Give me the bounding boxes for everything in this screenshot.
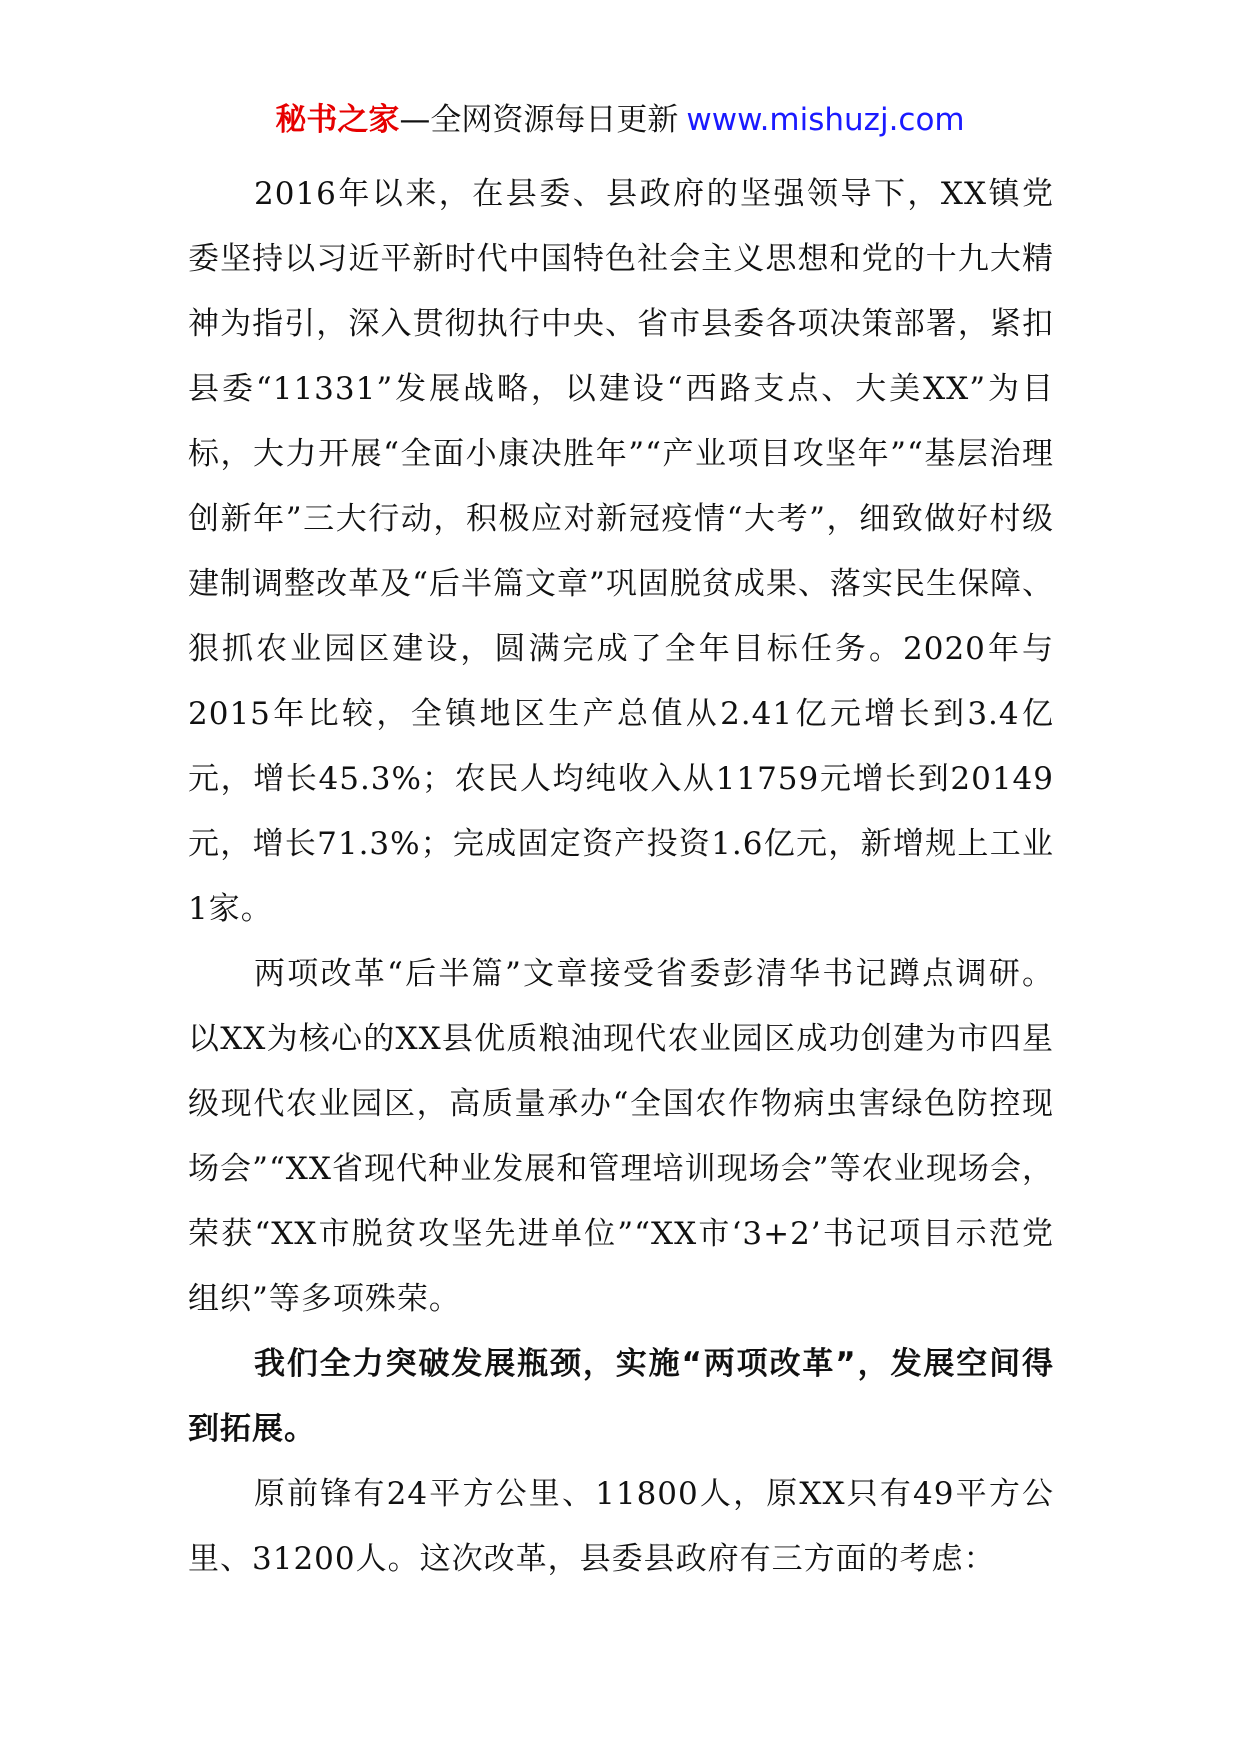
header-tagline: —全网资源每日更新 <box>399 102 679 138</box>
section-heading: 我们全力突破发展瓶颈，实施“两项改革”，发展空间得到拓展。 <box>188 1346 1054 1447</box>
paragraph-overview: 2016年以来，在县委、县政府的坚强领导下，XX镇党委坚持以习近平新时代中国特色社会主义思想和党的十九大精神为指引，深入贯彻执行中央、省市县委各项决策部署，紧扣县委“11331”发展战略，以建设“西路支点、大美XX”为目标，大力开展“全面小康决胜年”“产业项目攻坚年”“基层治理创新年”三大行动，积极应对新冠疫情“大考”，细致做好村级建制调整改革及“后半篇文章”巩固脱贫成果、落实民生保障、狠抓农业园区建设，圆满完成了全年目标任务。2020年与2015年比较，全镇地区生产总值从2.41亿元增长到3.4亿元，增长45.3%；农民人均纯收入从11759元增长到20149元，增长71.3%；完成固定资产投资1.6亿元，新增规上工业1家。 <box>188 176 1054 927</box>
document-body <box>188 162 1054 1592</box>
brand-name: 秘书之家 <box>275 102 400 138</box>
site-url-link[interactable]: www.mishuzj.com <box>686 102 965 138</box>
paragraph-achievements: 两项改革“后半篇”文章接受省委彭清华书记蹲点调研。以XX为核心的XX县优质粮油现代农业园区成功创建为市四星级现代农业园区，高质量承办“全国农作物病虫害绿色防控现场会”“XX省现代种业发展和管理培训现场会”等农业现场会，荣获“XX市脱贫攻坚先进单位”“XX市‘3+2’书记项目示范党组织”等多项殊荣。 <box>188 956 1054 1317</box>
paragraph-reform: 原前锋有24平方公里、11800人，原XX只有49平方公里、31200人。这次改革，县委县政府有三方面的考虑： <box>188 1476 1054 1577</box>
site-header <box>0 98 1240 142</box>
